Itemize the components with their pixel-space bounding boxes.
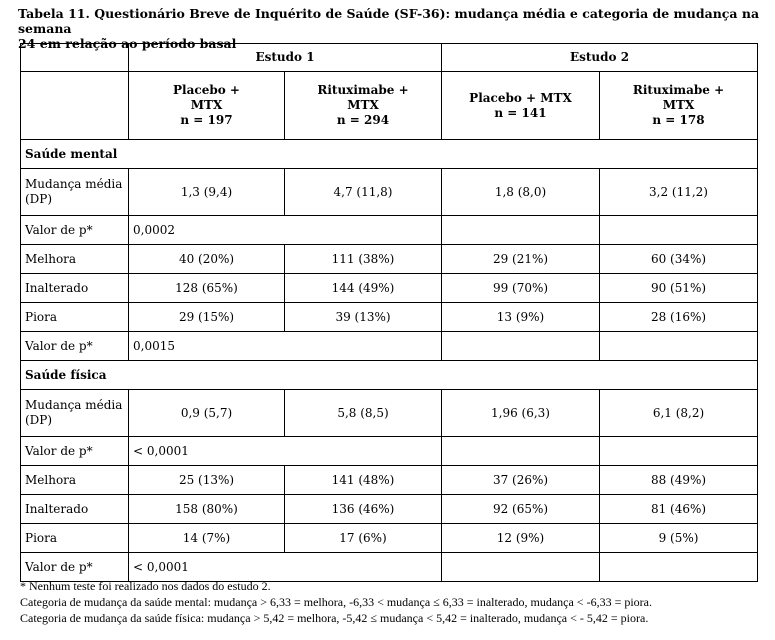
table-cell: 39 (13%) [285, 303, 442, 332]
arm-header-row [21, 72, 758, 140]
row-label-line: (DP) [25, 413, 53, 427]
empty-cell [600, 437, 758, 466]
pvalue-cell: 0,0002 [129, 216, 442, 245]
footnotes [20, 578, 770, 626]
table-cell: 88 (49%) [600, 466, 758, 495]
empty-arm-label-cell [21, 72, 129, 140]
mean-row-mental [21, 169, 758, 216]
mean-row-physical [21, 390, 758, 437]
table-cell: 6,1 (8,2) [600, 390, 758, 437]
table-cell: 0,9 (5,7) [129, 390, 285, 437]
row-label [21, 390, 129, 437]
table-row [21, 495, 758, 524]
table-cell: 17 (6%) [285, 524, 442, 553]
table-cell: 29 (15%) [129, 303, 285, 332]
table-cell: 60 (34%) [600, 245, 758, 274]
arm-header-line: n = 294 [336, 113, 390, 127]
table-cell: 37 (26%) [442, 466, 600, 495]
arm-header-line: n = 178 [652, 113, 705, 127]
table-cell: 81 (46%) [600, 495, 758, 524]
pvalue-row [21, 437, 758, 466]
arm-header-line: Placebo + MTX [469, 90, 572, 105]
table-cell: 1,8 (8,0) [442, 169, 600, 216]
table-row [21, 274, 758, 303]
table-cell: 144 (49%) [285, 274, 442, 303]
table-cell: 13 (9%) [442, 303, 600, 332]
table-cell: 40 (20%) [129, 245, 285, 274]
table-cell: 90 (51%) [600, 274, 758, 303]
row-label: Inalterado [21, 495, 129, 524]
table-row [21, 303, 758, 332]
table-cell: 25 (13%) [129, 466, 285, 495]
table-cell: 92 (65%) [442, 495, 600, 524]
section-row-mental [21, 140, 758, 169]
arm-header-placebo-study2 [442, 72, 600, 140]
row-label: Valor de p* [21, 216, 129, 245]
table-cell: 111 (38%) [285, 245, 442, 274]
row-label: Valor de p* [21, 553, 129, 582]
section-row-physical [21, 361, 758, 390]
table-title-line2: 24 em relação ao período basal [18, 36, 237, 51]
row-label-line: Mudança média [25, 398, 123, 412]
sf36-table [20, 43, 758, 582]
empty-cell [600, 332, 758, 361]
arm-header-rituximab-study1 [285, 72, 442, 140]
arm-header-line: MTX [347, 98, 379, 112]
table-cell: 29 (21%) [442, 245, 600, 274]
pvalue-cell: < 0,0001 [129, 553, 442, 582]
arm-header-line: Rituximabe + [632, 83, 725, 97]
section-title-mental: Saúde mental [21, 140, 758, 169]
pvalue-cell: 0,0015 [129, 332, 442, 361]
table-cell: 14 (7%) [129, 524, 285, 553]
empty-cell [442, 216, 600, 245]
arm-header-line: MTX [662, 98, 695, 112]
row-label [21, 169, 129, 216]
empty-corner-cell [21, 44, 129, 72]
row-label: Valor de p* [21, 437, 129, 466]
table-cell: 28 (16%) [600, 303, 758, 332]
pvalue-row [21, 332, 758, 361]
table-cell: 9 (5%) [600, 524, 758, 553]
table-row [21, 245, 758, 274]
table-cell: 128 (65%) [129, 274, 285, 303]
pvalue-cell: < 0,0001 [129, 437, 442, 466]
row-label: Valor de p* [21, 332, 129, 361]
arm-header-line: Rituximabe + [317, 83, 409, 97]
row-label: Melhora [21, 245, 129, 274]
row-label: Melhora [21, 466, 129, 495]
study2-header: Estudo 2 [442, 44, 758, 72]
footnote-physical-categories: Categoria de mudança da saúde física: mudança > 5,42 = melhora, -5,42 ≤ mudança < 5,42 = inalterado, mudança < - 5,42 = piora. [20, 611, 649, 625]
table-row [21, 524, 758, 553]
arm-header-line: Placebo + [173, 83, 240, 97]
table-cell: 12 (9%) [442, 524, 600, 553]
table-title-line1: Tabela 11. Questionário Breve de Inquérito de Saúde (SF-36): mudança média e categoria de mudança na semana [18, 6, 760, 36]
table-cell: 1,96 (6,3) [442, 390, 600, 437]
section-title-physical: Saúde física [21, 361, 758, 390]
table-cell: 99 (70%) [442, 274, 600, 303]
empty-cell [442, 437, 600, 466]
empty-cell [442, 332, 600, 361]
arm-header-placebo-study1 [129, 72, 285, 140]
row-label-line: (DP) [25, 192, 53, 206]
row-label: Inalterado [21, 274, 129, 303]
study1-header: Estudo 1 [129, 44, 442, 72]
row-label: Piora [21, 303, 129, 332]
arm-header-rituximab-study2 [600, 72, 758, 140]
study-header-row [21, 44, 758, 72]
footnote-mental-categories: Categoria de mudança da saúde mental: mudança > 6,33 = melhora, -6,33 < mudança ≤ 6,33 = inalterado, mudança < -6,33 = piora. [20, 595, 652, 609]
table-row [21, 466, 758, 495]
arm-header-line: n = 197 [180, 113, 233, 127]
row-label: Piora [21, 524, 129, 553]
arm-header-line: MTX [190, 98, 223, 112]
table-cell: 141 (48%) [285, 466, 442, 495]
table-cell: 3,2 (11,2) [600, 169, 758, 216]
footnote-no-test: * Nenhum teste foi realizado nos dados do estudo 2. [20, 579, 271, 593]
table-cell: 5,8 (8,5) [285, 390, 442, 437]
table-cell: 1,3 (9,4) [129, 169, 285, 216]
arm-header-line: n = 141 [494, 105, 547, 120]
table-cell: 136 (46%) [285, 495, 442, 524]
pvalue-row [21, 216, 758, 245]
table-cell: 158 (80%) [129, 495, 285, 524]
row-label-line: Mudança média [25, 177, 123, 191]
empty-cell [600, 216, 758, 245]
table-cell: 4,7 (11,8) [285, 169, 442, 216]
